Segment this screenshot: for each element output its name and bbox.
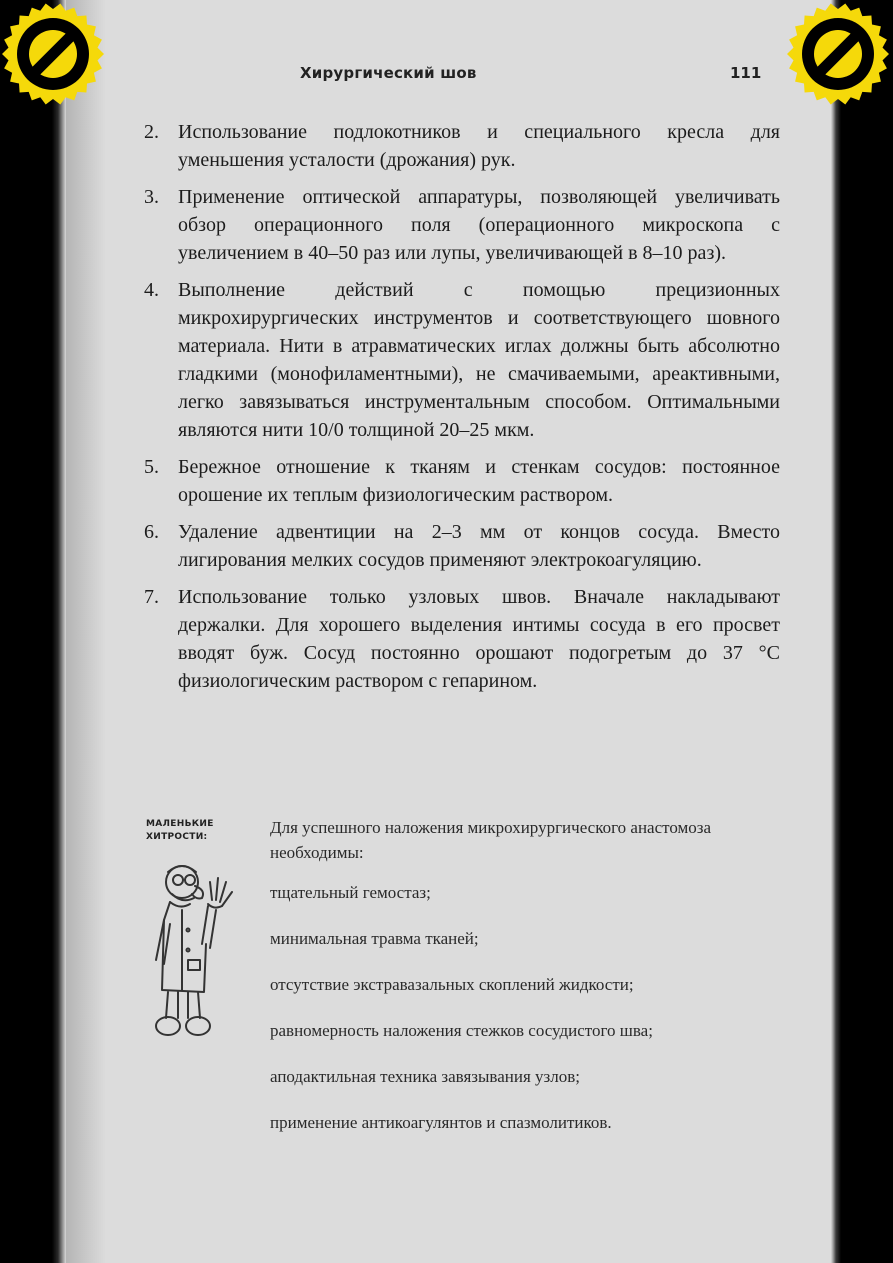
tips-list-item: минимальная травма тканей;: [270, 929, 479, 948]
tips-heading: [146, 818, 242, 844]
list-number: 2.: [144, 121, 159, 143]
list-item: [144, 583, 780, 695]
list-item: [144, 453, 780, 509]
running-title: Хирургический шов: [300, 64, 477, 82]
list-item: [144, 183, 780, 267]
list-item: [144, 518, 780, 574]
list-text: Применение оптической аппаратуры, позволяющей увеличивать обзор операционного поля (операционного микроскопа с увеличением в 40–50 раз или лупы, увеличивающей в 8–10 раз).: [178, 186, 780, 264]
list-text: Выполнение действий с помощью прецизионных микрохирургических инструментов и соответствующего шовного материала. Нити в атравматических иглах должны быть абсолютно гладкими (монофиламентными), не смачиваемыми, ареактивными, легко завязываться инструментальным способом. Оптимальными являются нити 10/0 толщиной 20–25 мкм.: [178, 279, 780, 441]
scan-edge-right: [831, 0, 893, 1263]
list-text: Использование только узловых швов. Вначале накладывают держалки. Для хорошего выделения интимы сосуда в его просвет вводят буж. Сосуд постоянно орошают подогретым до 37 °С физиологическим раствором с гепарином.: [178, 586, 780, 692]
list-number: 5.: [144, 456, 159, 478]
list-text: Удаление адвентиции на 2–3 мм от концов сосуда. Вместо лигирования мелких сосудов применяют электрокоагуляцию.: [178, 521, 780, 571]
list-text: Бережное отношение к тканям и стенкам сосудов: постоянное орошение их теплым физиологическим раствором.: [178, 456, 780, 506]
list-text: Использование подлокотников и специального кресла для уменьшения усталости (дрожания) рук.: [178, 121, 780, 171]
page-number: 111: [730, 64, 762, 82]
tips-list-item: аподактильная техника завязывания узлов;: [270, 1067, 580, 1086]
no-entry-icon: [1, 2, 105, 106]
doctor-illustration: [150, 860, 250, 1050]
numbered-list: [144, 118, 780, 704]
list-item: [144, 118, 780, 174]
list-number: 6.: [144, 521, 159, 543]
list-number: 7.: [144, 586, 159, 608]
tips-list-item: тщательный гемостаз;: [270, 883, 431, 902]
no-entry-icon: [786, 2, 890, 106]
tips-list-item: отсутствие экстравазальных скоплений жидкости;: [270, 975, 634, 994]
list-number: 3.: [144, 186, 159, 208]
tips-list-item: равномерность наложения стежков сосудистого шва;: [270, 1021, 653, 1040]
list-item: [144, 276, 780, 444]
tips-heading-line2: ХИТРОСТИ:: [146, 832, 208, 842]
tips-list-item: применение антикоагулянтов и спазмолитиков.: [270, 1113, 612, 1132]
scan-edge-left: [0, 0, 66, 1263]
tips-intro: Для успешного наложения микрохирургического анастомоза необходимы:: [270, 818, 712, 862]
tips-list: [270, 880, 730, 1156]
list-number: 4.: [144, 279, 159, 301]
tips-heading-line1: МАЛЕНЬКИЕ: [146, 819, 214, 829]
